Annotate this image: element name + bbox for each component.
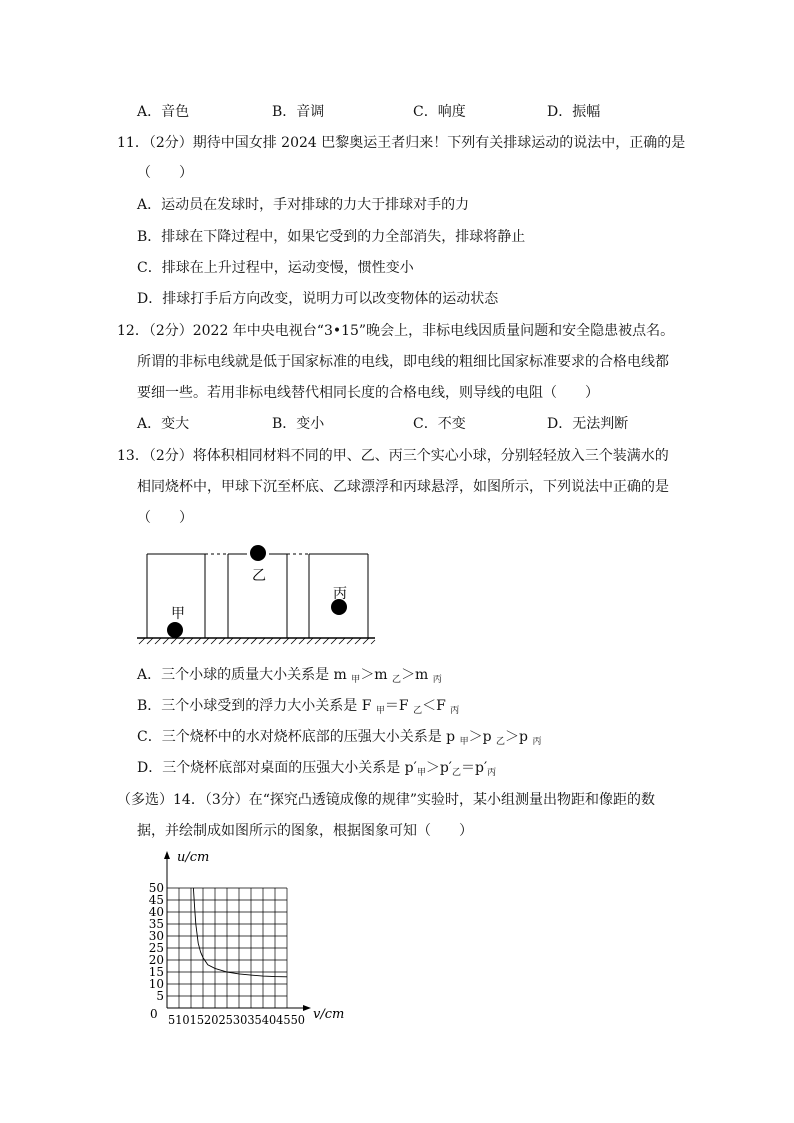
origin-label: 0 bbox=[150, 1007, 158, 1021]
q13-stem-line3: （ ） bbox=[137, 510, 193, 526]
q13-option-d: D．三个烧杯底部对桌面的压强大小关系是 $p'_甲>p'_乙=p'_丙$ bbox=[137, 760, 497, 778]
q11-stem-line1: 11．（2分）期待中国女排 2024 巴黎奥运王者归来！下列有关排球运动的说法中，正确的是 bbox=[117, 135, 686, 151]
q13-stem-line2: 相同烧杯中，甲球下沉至杯底、乙球漂浮和丙球悬浮，如图所示，下列说法中正确的是 bbox=[137, 479, 669, 495]
y-tick-label-0: 5 bbox=[156, 989, 164, 1003]
q11-option-c: C．排球在上升过程中，运动变慢，惯性变小 bbox=[137, 260, 414, 276]
label-bing: 丙 bbox=[333, 586, 347, 602]
q12-stem-line1: 12．（2分）2022 年中央电视台“3•15”晚会上，非标电线因质量问题和安全隐患被点名。 bbox=[117, 323, 675, 339]
y-tick-label-7: 40 bbox=[148, 905, 164, 919]
q11-option-b: B．排球在下降过程中，如果它受到的力全部消失，排球将静止 bbox=[137, 229, 526, 245]
y-axis-label: u/cm bbox=[177, 850, 210, 865]
q13-option-b: B．三个小球受到的浮力大小关系是 F $_甲$＝F $_乙$＜F $_丙$ bbox=[137, 698, 460, 716]
y-tick-label-8: 45 bbox=[148, 893, 164, 907]
q11-option-a: A．运动员在发球时，手对排球的力大于排球对手的力 bbox=[137, 197, 470, 213]
y-axis-arrow bbox=[164, 851, 170, 859]
lens-image-graph bbox=[130, 845, 360, 1030]
q11-stem-line2: （ ） bbox=[137, 165, 193, 181]
label-yi: 乙 bbox=[252, 568, 266, 584]
q12-option-c: C．不变 bbox=[413, 416, 466, 432]
q10-option-b: B．音调 bbox=[272, 104, 325, 120]
q12-option-b: B．变小 bbox=[272, 416, 325, 432]
x-axis-arrow bbox=[303, 1005, 311, 1011]
q14-stem-line2: 据，并绘制成如图所示的图象，根据图象可知（ ） bbox=[137, 823, 473, 839]
q14-stem-line1: （多选）14．（3分）在“探究凸透镜成像的规律”实验时，某小组测量出物距和像距的数 bbox=[117, 792, 656, 808]
q13-stem-line1: 13．（2分）将体积相同材料不同的甲、乙、丙三个实心小球，分别轻轻放入三个装满水的 bbox=[117, 448, 669, 464]
q13-option-c: C．三个烧杯中的水对烧杯底部的压强大小关系是 p $_甲$＞p $_乙$＞p $_丙$ bbox=[137, 729, 542, 747]
q12-stem-line2: 所谓的非标电线就是低于国家标准的电线，即电线的粗细比国家标准要求的合格电线都 bbox=[137, 354, 669, 370]
y-tick-label-4: 25 bbox=[148, 941, 164, 955]
q10-option-c: C．响度 bbox=[413, 104, 466, 120]
y-tick-label-2: 15 bbox=[148, 965, 164, 979]
q13-option-a: A．三个小球的质量大小关系是 m $_甲$＞m $_乙$＞m $_丙$ bbox=[137, 667, 442, 685]
x-axis-label: v/cm bbox=[313, 1007, 345, 1022]
y-tick-label-6: 35 bbox=[148, 917, 164, 931]
y-tick-label-1: 10 bbox=[148, 977, 164, 991]
y-tick-label-9: 50 bbox=[148, 881, 164, 895]
q10-option-d: D．振幅 bbox=[547, 104, 601, 120]
beaker-2 bbox=[228, 554, 287, 638]
y-tick-label-5: 30 bbox=[148, 929, 164, 943]
q12-stem-line3: 要细一些。若用非标电线替代相同长度的合格电线，则导线的电阻（ ） bbox=[137, 385, 599, 401]
ball-yi bbox=[250, 545, 266, 561]
q10-option-a: A．音色 bbox=[137, 104, 190, 120]
table-hatching bbox=[139, 638, 375, 644]
beakers-figure bbox=[135, 540, 385, 650]
u-v-curve bbox=[193, 888, 287, 977]
q12-option-d: D．无法判断 bbox=[547, 416, 629, 432]
q11-option-d: D．排球打手后方向改变，说明力可以改变物体的运动状态 bbox=[137, 291, 499, 307]
ball-jia bbox=[167, 622, 183, 638]
x-tick-labels: 5101520253035404550 bbox=[168, 1013, 305, 1027]
q12-option-a: A．变大 bbox=[137, 416, 190, 432]
y-tick-label-3: 20 bbox=[148, 953, 164, 967]
label-jia: 甲 bbox=[171, 606, 185, 622]
